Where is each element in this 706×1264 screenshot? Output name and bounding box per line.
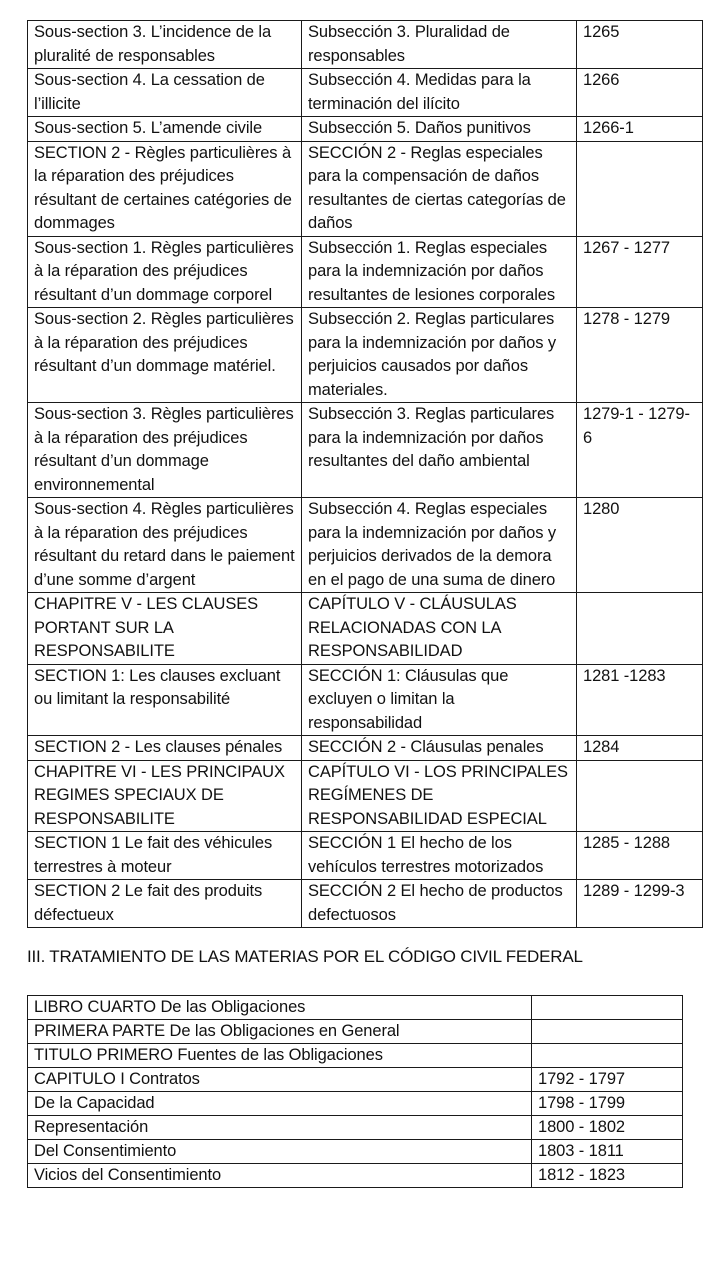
code-heading-cell: Del Consentimiento xyxy=(28,1140,532,1164)
french-heading-cell: SECTION 2 - Règles particulières à la réparation des préjudices résultant de certaines catégories de dommages xyxy=(28,141,302,236)
concordance-table-fr-es xyxy=(27,20,703,928)
table-row xyxy=(28,21,703,69)
table-row xyxy=(28,141,703,236)
code-heading-cell: CAPITULO I Contratos xyxy=(28,1068,532,1092)
french-heading-cell: CHAPITRE VI - LES PRINCIPAUX REGIMES SPECIAUX DE RESPONSABILITE xyxy=(28,760,302,832)
table-row xyxy=(28,117,703,142)
table-row xyxy=(28,69,703,117)
french-heading-cell: Sous-section 4. La cessation de l’illicite xyxy=(28,69,302,117)
table-row xyxy=(28,664,703,736)
section-heading: III. TRATAMIENTO DE LAS MATERIAS POR EL CÓDIGO CIVIL FEDERAL xyxy=(27,947,583,966)
article-range-cell: 1279-1 - 1279-6 xyxy=(577,403,703,498)
code-heading-cell: LIBRO CUARTO De las Obligaciones xyxy=(28,996,532,1020)
table-row xyxy=(28,1044,683,1068)
french-heading-cell: SECTION 2 Le fait des produits défectueux xyxy=(28,880,302,928)
spanish-heading-cell: SECCIÓN 2 El hecho de productos defectuosos xyxy=(302,880,577,928)
french-heading-cell: Sous-section 3. Règles particulières à la réparation des préjudices résultant d’un dommage environnemental xyxy=(28,403,302,498)
civil-code-table xyxy=(27,995,683,1188)
spanish-heading-cell: Subsección 4. Medidas para la terminación del ilícito xyxy=(302,69,577,117)
french-heading-cell: SECTION 1 Le fait des véhicules terrestres à moteur xyxy=(28,832,302,880)
article-range-cell: 1800 - 1802 xyxy=(532,1116,683,1140)
table-row xyxy=(28,308,703,403)
table-row xyxy=(28,1020,683,1044)
code-heading-cell: PRIMERA PARTE De las Obligaciones en General xyxy=(28,1020,532,1044)
spanish-heading-cell: Subsección 5. Daños punitivos xyxy=(302,117,577,142)
spanish-heading-cell: Subsección 4. Reglas especiales para la indemnización por daños y perjuicios derivados de la demora en el pago de una suma de dinero xyxy=(302,498,577,593)
article-range-cell: 1792 - 1797 xyxy=(532,1068,683,1092)
article-range-cell: 1289 - 1299-3 xyxy=(577,880,703,928)
article-range-cell: 1812 - 1823 xyxy=(532,1164,683,1188)
article-range-cell xyxy=(577,593,703,665)
article-range-cell xyxy=(532,996,683,1020)
french-heading-cell: Sous-section 5. L’amende civile xyxy=(28,117,302,142)
table-row xyxy=(28,498,703,593)
table-row xyxy=(28,760,703,832)
article-range-cell: 1278 - 1279 xyxy=(577,308,703,403)
table-row xyxy=(28,1140,683,1164)
table-row xyxy=(28,403,703,498)
table-row xyxy=(28,832,703,880)
article-range-cell: 1280 xyxy=(577,498,703,593)
french-heading-cell: SECTION 2 - Les clauses pénales xyxy=(28,736,302,761)
article-range-cell xyxy=(532,1020,683,1044)
spanish-heading-cell: CAPÍTULO V - CLÁUSULAS RELACIONADAS CON LA RESPONSABILIDAD xyxy=(302,593,577,665)
code-heading-cell: Representación xyxy=(28,1116,532,1140)
code-heading-cell: De la Capacidad xyxy=(28,1092,532,1116)
spanish-heading-cell: SECCIÓN 2 - Cláusulas penales xyxy=(302,736,577,761)
table-row xyxy=(28,1092,683,1116)
spanish-heading-cell: SECCIÓN 1: Cláusulas que excluyen o limitan la responsabilidad xyxy=(302,664,577,736)
table-row xyxy=(28,1116,683,1140)
table-row xyxy=(28,236,703,308)
table-row xyxy=(28,996,683,1020)
table-row xyxy=(28,593,703,665)
spanish-heading-cell: CAPÍTULO VI - LOS PRINCIPALES REGÍMENES DE RESPONSABILIDAD ESPECIAL xyxy=(302,760,577,832)
article-range-cell: 1267 - 1277 xyxy=(577,236,703,308)
table-row xyxy=(28,1164,683,1188)
article-range-cell xyxy=(577,141,703,236)
spanish-heading-cell: SECCIÓN 1 El hecho de los vehículos terrestres motorizados xyxy=(302,832,577,880)
table-row xyxy=(28,736,703,761)
article-range-cell: 1265 xyxy=(577,21,703,69)
spanish-heading-cell: Subsección 1. Reglas especiales para la indemnización por daños resultantes de lesiones corporales xyxy=(302,236,577,308)
french-heading-cell: Sous-section 3. L’incidence de la pluralité de responsables xyxy=(28,21,302,69)
table-row xyxy=(28,880,703,928)
spanish-heading-cell: SECCIÓN 2 - Reglas especiales para la compensación de daños resultantes de ciertas categorías de daños xyxy=(302,141,577,236)
code-heading-cell: Vicios del Consentimiento xyxy=(28,1164,532,1188)
french-heading-cell: Sous-section 4. Règles particulières à la réparation des préjudices résultant du retard dans le paiement d’une somme d’argent xyxy=(28,498,302,593)
article-range-cell: 1285 - 1288 xyxy=(577,832,703,880)
spanish-heading-cell: Subsección 2. Reglas particulares para la indemnización por daños y perjuicios causados por daños materiales. xyxy=(302,308,577,403)
article-range-cell: 1798 - 1799 xyxy=(532,1092,683,1116)
article-range-cell: 1284 xyxy=(577,736,703,761)
spanish-heading-cell: Subsección 3. Pluralidad de responsables xyxy=(302,21,577,69)
article-range-cell: 1803 - 1811 xyxy=(532,1140,683,1164)
french-heading-cell: CHAPITRE V - LES CLAUSES PORTANT SUR LA RESPONSABILITE xyxy=(28,593,302,665)
french-heading-cell: Sous-section 2. Règles particulières à la réparation des préjudices résultant d’un dommage matériel. xyxy=(28,308,302,403)
article-range-cell: 1266 xyxy=(577,69,703,117)
code-heading-cell: TITULO PRIMERO Fuentes de las Obligaciones xyxy=(28,1044,532,1068)
table-row xyxy=(28,1068,683,1092)
spanish-heading-cell: Subsección 3. Reglas particulares para la indemnización por daños resultantes del daño ambiental xyxy=(302,403,577,498)
article-range-cell: 1266-1 xyxy=(577,117,703,142)
article-range-cell: 1281 -1283 xyxy=(577,664,703,736)
french-heading-cell: Sous-section 1. Règles particulières à la réparation des préjudices résultant d’un dommage corporel xyxy=(28,236,302,308)
article-range-cell xyxy=(532,1044,683,1068)
french-heading-cell: SECTION 1: Les clauses excluant ou limitant la responsabilité xyxy=(28,664,302,736)
article-range-cell xyxy=(577,760,703,832)
